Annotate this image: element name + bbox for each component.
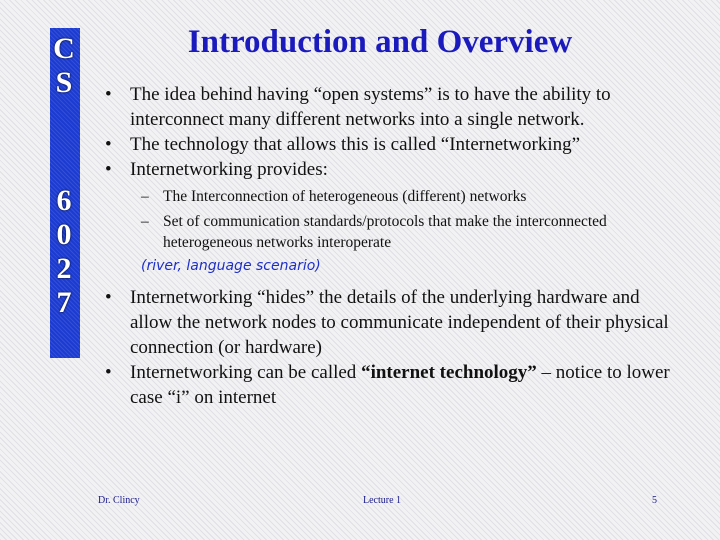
footer-page-number: 5 [652,495,657,506]
bullet-marker: • [105,159,112,180]
side-letter: C [53,32,75,65]
side-letter: 7 [56,286,72,319]
sub-bullet-standards [105,211,685,253]
bullet-text: Internetworking provides: [130,159,328,180]
dash-marker: – [141,188,149,205]
bullet-text: The technology that allows this is called “Internetworking” [130,134,581,155]
bullet-hides-details [105,285,685,360]
side-letter: 6 [56,184,72,217]
footer-lecture: Lecture 1 [363,495,402,506]
slide-title: Introduction and Overview [187,24,573,60]
bullet-text-intro: Internetworking can be called [130,362,362,383]
sub-bullet-text: Set of communication standards/protocols that make the interconnected heterogeneous networks interoperate [163,213,607,251]
bullet-text: Internetworking “hides” the details of the underlying hardware and allow the network nodes to communicate independent of their physical connection (or hardware) [130,287,669,358]
bullet-internetworking-definition [105,132,685,157]
sub-bullet-interconnection [105,186,685,207]
bullet-marker: • [105,287,112,308]
internet-technology-term: “internet technology” [361,362,537,383]
bullet-open-systems [105,82,685,132]
bullet-text-outro: – notice to lower case “i” on internet [130,362,670,408]
bullet-internetworking-provides [105,157,685,182]
bullet-internet-technology [105,360,685,410]
side-letter: 2 [56,252,72,285]
slide-content [105,82,685,410]
bullet-text: The idea behind having “open systems” is to have the ability to interconnect many different networks into a single network. [130,84,611,130]
dash-marker: – [141,213,149,230]
side-letter: 0 [56,218,72,251]
footer-author: Dr. Clincy [98,495,140,506]
bullet-marker: • [105,362,112,383]
sub-bullet-text: The Interconnection of heterogeneous (different) networks [163,188,527,205]
scenario-note: (river, language scenario) [141,258,321,274]
bullet-marker: • [105,84,112,105]
bullet-marker: • [105,134,112,155]
side-letter: S [55,66,73,99]
